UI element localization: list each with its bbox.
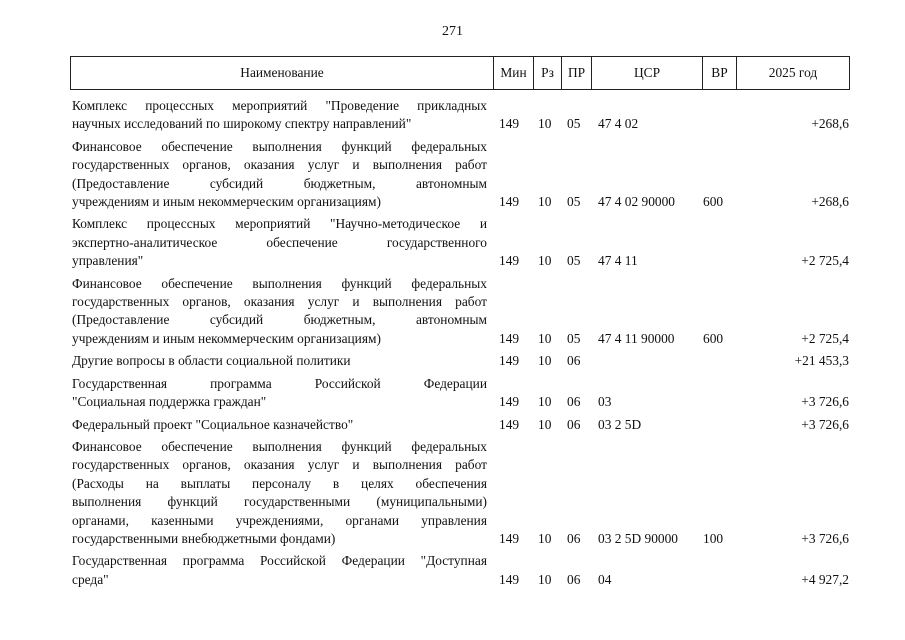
row-name-line: Комплекс процессных мероприятий "Проведение прикладных (72, 98, 487, 113)
row-vr: 100 (703, 530, 724, 546)
table-row (0, 552, 905, 589)
table-row (0, 97, 905, 134)
row-min: 149 (499, 394, 520, 410)
row-min: 149 (499, 116, 520, 132)
table-row (0, 215, 905, 270)
table-row (0, 375, 905, 412)
row-name-line: (Предоставление субсидий бюджетным, автономным (72, 175, 487, 191)
row-name-line: Другие вопросы в области социальной политики (72, 353, 351, 369)
row-name-line: государственными внебюджетными фондами) (72, 530, 336, 546)
header-rz: Рз (534, 57, 562, 89)
row-pr: 06 (567, 353, 581, 369)
row-name-line: выполнения функций государственными (муниципальными) (72, 494, 487, 510)
row-name-line: Государственная программа Российской Федерации "Доступная (72, 553, 487, 569)
row-name (72, 552, 487, 589)
row-pr: 06 (567, 416, 581, 432)
row-name-line: государственных органов, оказания услуг и выполнения работ (72, 294, 487, 310)
row-amount: +4 927,2 (801, 571, 849, 587)
header-name: Наименование (71, 57, 494, 89)
row-rz: 10 (538, 530, 552, 546)
row-name-line: "Социальная поддержка граждан" (72, 394, 267, 410)
table-header (70, 56, 850, 90)
row-name-line: государственных органов, оказания услуг и выполнения работ (72, 157, 487, 173)
row-amount: +2 725,4 (801, 253, 849, 269)
row-name-line: государственных органов, оказания услуг и выполнения работ (72, 457, 487, 473)
row-csr: 04 (598, 571, 612, 587)
header-min: Мин (494, 57, 534, 89)
table-row (0, 275, 905, 349)
row-min: 149 (499, 253, 520, 269)
header-csr: ЦСР (592, 57, 703, 89)
row-min: 149 (499, 530, 520, 546)
row-pr: 05 (567, 253, 581, 269)
row-csr: 47 4 11 (598, 253, 638, 269)
row-name (72, 352, 487, 370)
row-amount: +21 453,3 (794, 353, 849, 369)
row-name-line: среда" (72, 571, 109, 587)
row-csr: 47 4 02 90000 (598, 194, 675, 210)
row-csr: 03 2 5D (598, 416, 642, 432)
row-name (72, 275, 487, 349)
row-name-line: Федеральный проект "Социальное казначейство" (72, 416, 354, 432)
row-name (72, 138, 487, 212)
page-number: 271 (442, 24, 463, 39)
row-rz: 10 (538, 194, 552, 210)
header-pr: ПР (562, 57, 592, 89)
row-name-line: учреждениям и иным некоммерческим организациям) (72, 194, 381, 210)
row-name (72, 215, 487, 270)
row-csr: 47 4 02 (598, 116, 639, 132)
row-name-line: научных исследований по широкому спектру направлений" (72, 116, 412, 132)
row-csr: 03 2 5D 90000 (598, 530, 678, 546)
row-amount: +268,6 (811, 116, 849, 132)
row-csr: 03 (598, 394, 612, 410)
row-min: 149 (499, 330, 520, 346)
row-name-line: управления" (72, 253, 144, 269)
row-pr: 05 (567, 116, 581, 132)
row-name-line: органами, казенными учреждениями, органами управления (72, 512, 487, 528)
row-name (72, 375, 487, 412)
row-vr: 600 (703, 330, 724, 346)
row-amount: +268,6 (811, 194, 849, 210)
row-min: 149 (499, 416, 520, 432)
row-pr: 05 (567, 330, 581, 346)
row-rz: 10 (538, 394, 552, 410)
row-min: 149 (499, 571, 520, 587)
row-min: 149 (499, 194, 520, 210)
header-year: 2025 год (768, 65, 818, 80)
row-name-line: (Предоставление субсидий бюджетным, автономным (72, 312, 487, 328)
row-pr: 06 (567, 571, 581, 587)
table-row (0, 138, 905, 212)
row-name-line: Финансовое обеспечение выполнения функций федеральных (72, 275, 487, 291)
row-rz: 10 (538, 253, 552, 269)
row-amount: +2 725,4 (801, 330, 849, 346)
row-pr: 06 (567, 530, 581, 546)
row-pr: 05 (567, 194, 581, 210)
row-amount: +3 726,6 (801, 416, 849, 432)
row-csr: 47 4 11 90000 (598, 330, 675, 346)
row-name-line: Финансовое обеспечение выполнения функций федеральных (72, 438, 487, 454)
row-rz: 10 (538, 353, 552, 369)
table-row (0, 416, 905, 434)
row-name-line: Финансовое обеспечение выполнения функций федеральных (72, 138, 487, 154)
row-rz: 10 (538, 416, 552, 432)
row-min: 149 (499, 353, 520, 369)
row-amount: +3 726,6 (801, 530, 849, 546)
table-row (0, 438, 905, 548)
header-vr: ВР (703, 57, 737, 89)
row-pr: 06 (567, 394, 581, 410)
row-name-line: Комплекс процессных мероприятий "Научно-методическое и (72, 216, 487, 232)
row-amount: +3 726,6 (801, 394, 849, 410)
row-name (72, 438, 487, 548)
row-rz: 10 (538, 330, 552, 346)
table-body (0, 97, 905, 593)
row-name-line: Государственная программа Российской Федерации (72, 375, 487, 391)
row-rz: 10 (538, 116, 552, 132)
table-row (0, 352, 905, 370)
row-name (72, 97, 487, 134)
row-name (72, 416, 487, 434)
row-vr: 600 (703, 194, 724, 210)
row-name-line: (Расходы на выплаты персоналу в целях обеспечения (72, 475, 487, 491)
row-name-line: учреждениям и иным некоммерческим организациям) (72, 330, 381, 346)
row-rz: 10 (538, 571, 552, 587)
row-name-line: экспертно-аналитическое обеспечение государственного (72, 234, 487, 250)
